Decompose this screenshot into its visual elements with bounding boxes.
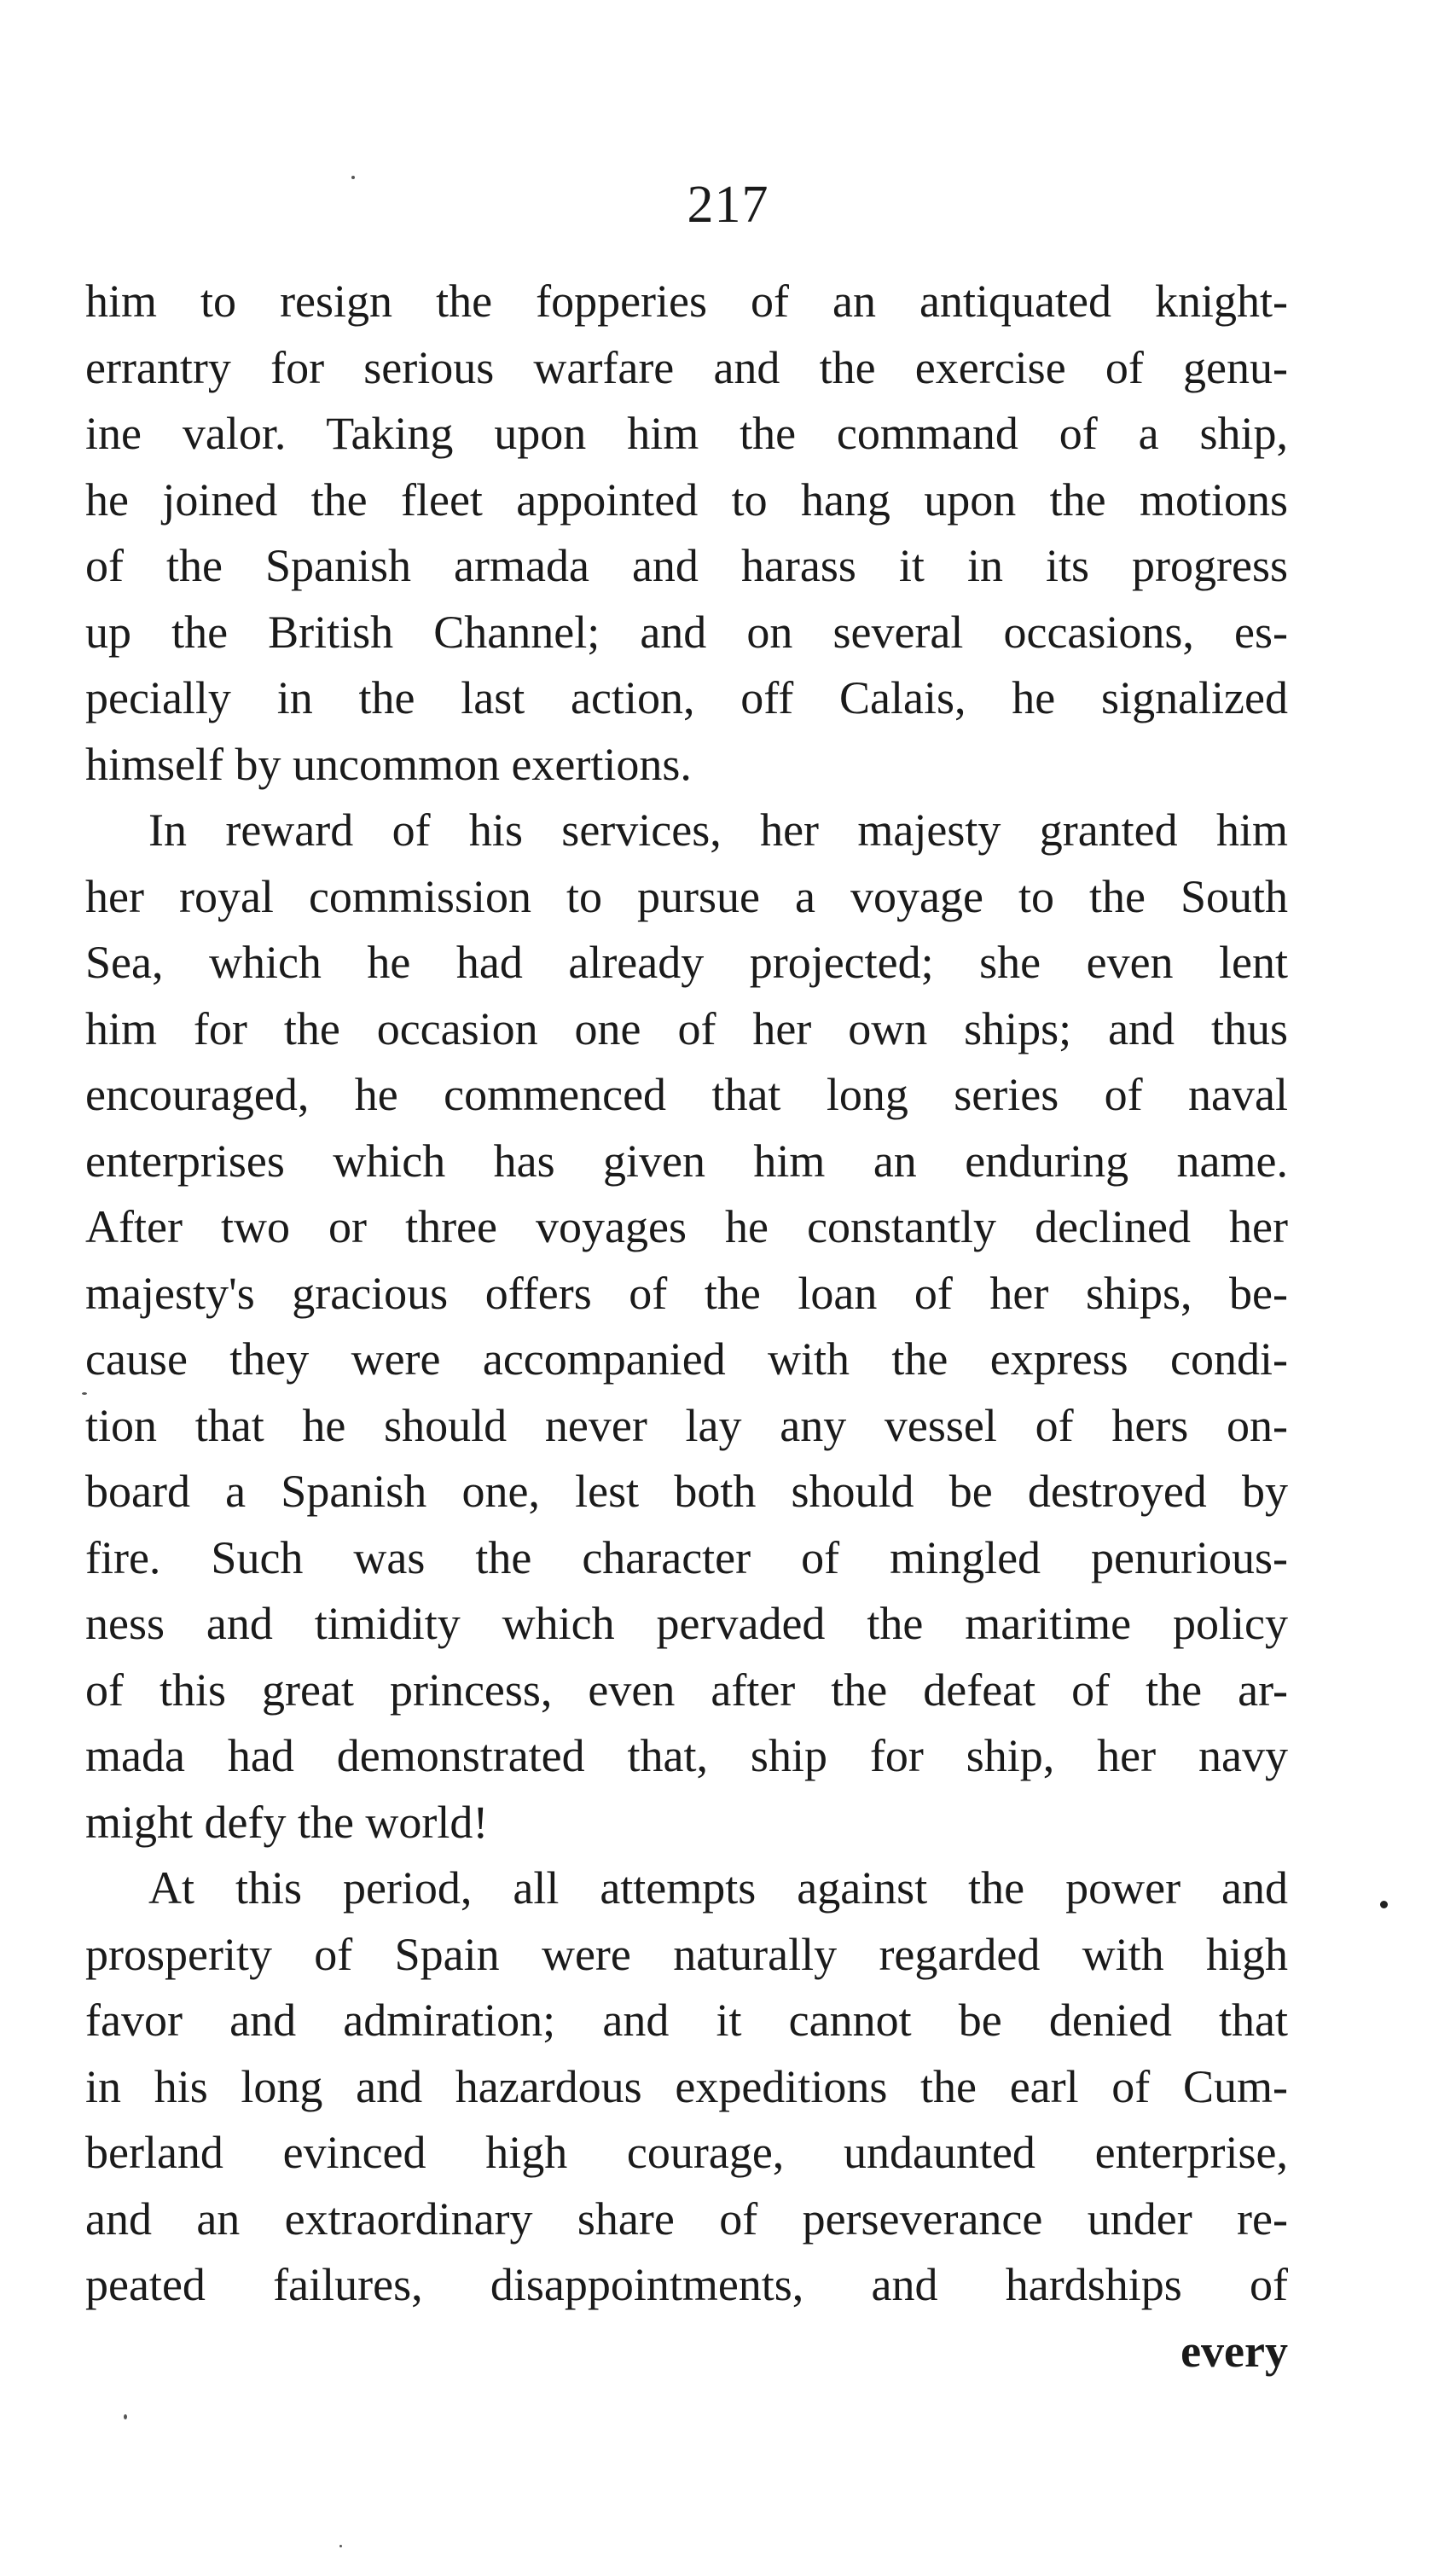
text-line: After two or three voyages he constantly declined her [85, 1201, 1288, 1252]
text-line: of this great princess, even after the defeat of the ar- [85, 1664, 1288, 1716]
text-line: tion that he should never lay any vessel of hers on- [85, 1399, 1288, 1451]
text-line: up the British Channel; and on several occasions, es- [85, 606, 1288, 658]
text-line: cause they were accompanied with the express condi- [85, 1333, 1288, 1385]
text-line: him to resign the fopperies of an antiquated knight- [85, 276, 1288, 327]
text-line: him for the occasion one of her own ships; and thus [85, 1002, 1288, 1054]
body-text [85, 269, 1288, 2384]
scan-speck [339, 2545, 342, 2547]
text-line: errantry for serious warfare and the exercise of genu- [85, 341, 1288, 393]
text-line: ine valor. Taking upon him the command of a ship, [85, 408, 1288, 459]
text-line: Sea, which he had already projected; she even lent [85, 937, 1288, 988]
text-line: At this period, all attempts against the power and [148, 1862, 1288, 1914]
text-line: board a Spanish one, lest both should be destroyed by [85, 1466, 1288, 1517]
scan-speck [124, 2414, 127, 2419]
text-line: in his long and hazardous expeditions the earl of Cum- [85, 2060, 1288, 2112]
text-line: of the Spanish armada and harass it in its progress [85, 540, 1288, 591]
text-line: and an extraordinary share of perseverance under re- [85, 2192, 1288, 2245]
text-line: her royal commission to pursue a voyage to the South [85, 870, 1288, 922]
text-line: mada had demonstrated that, ship for ship, her navy [85, 1730, 1288, 1781]
text-line: enterprises which has given him an enduring name. [85, 1135, 1288, 1187]
scan-speck [1380, 1901, 1388, 1908]
scan-speck [82, 1392, 87, 1395]
catchword: every [1180, 2325, 1288, 2377]
scan-speck [351, 176, 355, 179]
text-line: ness and timidity which pervaded the maritime policy [85, 1598, 1288, 1649]
text-line: In reward of his services, her majesty granted him [148, 804, 1288, 856]
text-line: might defy the world! [85, 1796, 489, 1848]
text-line: berland evinced high courage, undaunted enterprise, [85, 2127, 1288, 2178]
text-line: himself by uncommon exertions. [85, 738, 692, 790]
text-line: he joined the fleet appointed to hang upon the motions [85, 473, 1288, 526]
text-line: prosperity of Spain were naturally regarded with high [85, 1928, 1288, 1980]
text-line: pecially in the last action, off Calais, he signalized [85, 672, 1288, 723]
text-line: fire. Such was the character of mingled penurious- [85, 1531, 1288, 1583]
text-line: encouraged, he commenced that long series of naval [85, 1069, 1288, 1120]
text-line: majesty's gracious offers of the loan of her ships, be- [85, 1267, 1288, 1319]
text-line: peated failures, disappointments, and hardships of [85, 2259, 1288, 2310]
page-number: 217 [687, 176, 769, 234]
text-line: favor and admiration; and it cannot be denied that [85, 1995, 1288, 2046]
